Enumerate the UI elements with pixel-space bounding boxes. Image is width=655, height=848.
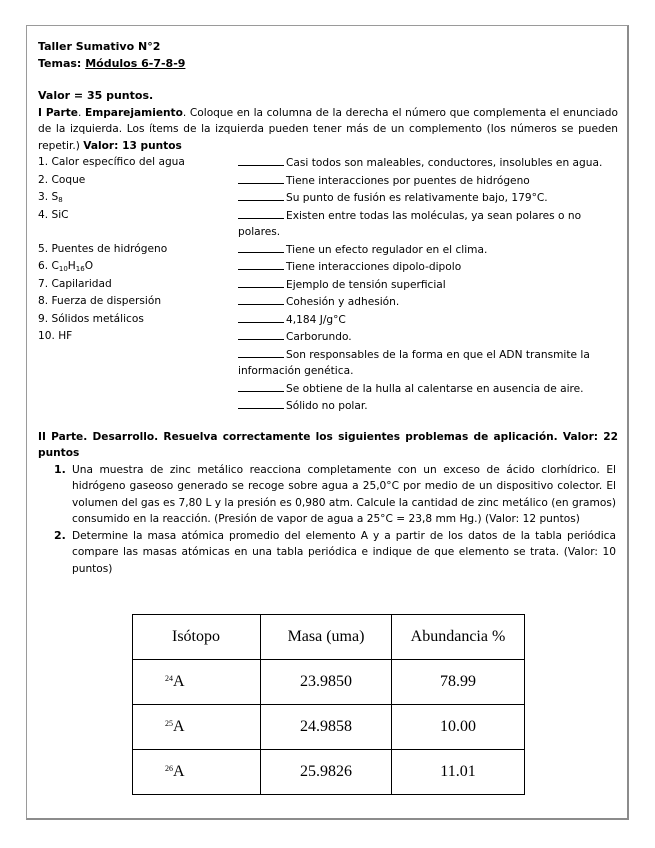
left-item-2: 2. Coque (38, 173, 86, 186)
right-item: Casi todos son maleables, conductores, insolubles en agua. (238, 154, 618, 172)
match-row (38, 207, 618, 225)
abundance-cell: 11.01 (392, 750, 525, 795)
answer-blank[interactable] (238, 172, 284, 184)
left-item-7: 7. Capilaridad (38, 277, 112, 290)
right-item: Su punto de fusión es relativamente bajo, 179°C. (238, 189, 618, 207)
match-row (38, 328, 618, 346)
total-value: Valor = 35 puntos. (38, 89, 154, 102)
problem-item (38, 462, 618, 528)
table-row (133, 705, 525, 750)
answer-blank[interactable] (238, 241, 284, 253)
topics-label: Temas: (38, 56, 82, 70)
left-item-9: 9. Sólidos metálicos (38, 312, 144, 325)
abundance-cell: 10.00 (392, 705, 525, 750)
left-item-5: 5. Puentes de hidrógeno (38, 242, 168, 255)
right-item: Son responsables de la forma en que el ADN transmite la (238, 346, 618, 364)
right-item: Sólido no polar. (238, 397, 618, 415)
isotope-cell: $^{25}$A (133, 705, 261, 750)
spacer (38, 72, 618, 88)
topics-value: Módulos 6-7-8-9 (85, 56, 186, 70)
answer-blank[interactable] (238, 276, 284, 288)
answer-blank[interactable] (238, 154, 284, 166)
part2-section (38, 429, 618, 578)
matching-section (38, 154, 618, 415)
mass-cell: 24.9858 (261, 705, 392, 750)
mass-cell: 23.9850 (261, 660, 392, 705)
answer-blank[interactable] (238, 328, 284, 340)
table-row (133, 660, 525, 705)
match-row (38, 154, 618, 172)
problem-item (38, 528, 618, 578)
document-content (38, 39, 618, 577)
header-abundance: Abundancia % (392, 615, 525, 660)
left-item-6: 6. $C_{10}H_{16}O$ (38, 260, 94, 273)
match-row (38, 172, 618, 190)
right-item: Carborundo. (238, 328, 618, 346)
answer-blank[interactable] (238, 311, 284, 323)
right-item-continuation: información genética. (238, 365, 354, 377)
match-row (38, 258, 618, 276)
right-item: Se obtiene de la hulla al calentarse en ausencia de aire. (238, 380, 618, 398)
isotope-cell: $^{24}$A (133, 660, 261, 705)
header-mass: Masa (uma) (261, 615, 392, 660)
left-item-8: 8. Fuerza de dispersión (38, 295, 162, 307)
part1-name: Emparejamiento (84, 106, 183, 119)
part1-value: Valor: 13 puntos (83, 139, 182, 152)
right-item: Existen entre todas las moléculas, ya sean polares o no (238, 207, 618, 225)
problem-number: 2. (54, 528, 66, 542)
table-row (133, 750, 525, 795)
answer-blank[interactable] (238, 346, 284, 358)
right-item: 4,184 J/g°C (238, 311, 618, 329)
mass-cell: 25.9826 (261, 750, 392, 795)
left-item-4: 4. SiC (38, 208, 69, 221)
part2-heading: II Parte. Desarrollo. Resuelva correctamente los siguientes problemas de aplicación. Valor: 22 puntos (38, 430, 618, 459)
right-item: Tiene un efecto regulador en el clima. (238, 241, 618, 259)
match-row (38, 276, 618, 294)
answer-blank[interactable] (238, 189, 284, 201)
header-isotope: Isótopo (133, 615, 261, 660)
match-row (38, 346, 618, 364)
match-row (38, 189, 618, 207)
answer-blank[interactable] (238, 397, 284, 409)
left-item-10: 10. HF (38, 330, 73, 342)
answer-blank[interactable] (238, 293, 284, 305)
answer-blank[interactable] (238, 207, 284, 219)
isotope-table (132, 614, 525, 795)
right-item: Ejemplo de tensión superficial (238, 276, 618, 294)
topics-line (38, 56, 618, 73)
table-header-row (133, 615, 525, 660)
abundance-cell: 78.99 (392, 660, 525, 705)
answer-blank[interactable] (238, 380, 284, 392)
problem-text: Una muestra de zinc metálico reacciona completamente con un exceso de ácido clorhídrico. El hidrógeno gaseoso generado se recoge sobre agua a 25,0°C por medio de un dispositivo colector. El volumen del gas es 7,80 L y la presión es 0,980 atm. Calcule la cantidad de zinc metálico (en gramos) consumido en la reacción. (Presión de vapor de agua a 25°C = 23,8 mm Hg.) (Valor: 12 puntos) (72, 463, 616, 525)
isotope-cell: $^{26}$A (133, 750, 261, 795)
left-item-3: 3. $S_8$ (38, 191, 63, 204)
right-item: Tiene interacciones dipolo-dipolo (238, 258, 618, 276)
right-item: Tiene interacciones por puentes de hidrógeno (238, 172, 618, 190)
match-row (38, 380, 618, 398)
problem-text: Determine la masa atómica promedio del elemento A y a partir de los datos de la tabla periódica compare las masas atómicas en una tabla periódica e indique de que elemento se trata. (Valor: 10 puntos) (72, 529, 616, 575)
left-item-1: 1. Calor específico del agua (38, 156, 185, 168)
right-item-continuation: polares. (238, 226, 281, 238)
document-title: Taller Sumativo N°2 (38, 40, 161, 53)
match-row (38, 293, 618, 311)
problem-number: 1. (54, 462, 66, 476)
match-row (38, 311, 618, 329)
part1-instructions-text: Coloque en la columna de la derecha el número que complementa el enunciado de la izquierda. Los ítems de la izquierda pueden tener más de un complemento (los números se pueden repetir.) (38, 106, 618, 152)
right-item: Cohesión y adhesión. (238, 293, 618, 311)
match-row (38, 397, 618, 415)
answer-blank[interactable] (238, 258, 284, 270)
part1-label: I Parte (38, 106, 78, 119)
part1-instructions: I Parte. Emparejamiento. Coloque en la columna de la derecha el número que complementa el enunciado de la izquierda. Los ítems de la izquierda pueden tener más de un complemento (los números se pueden repetir.) Valor: 13 puntos (38, 106, 618, 152)
match-row (38, 241, 618, 259)
